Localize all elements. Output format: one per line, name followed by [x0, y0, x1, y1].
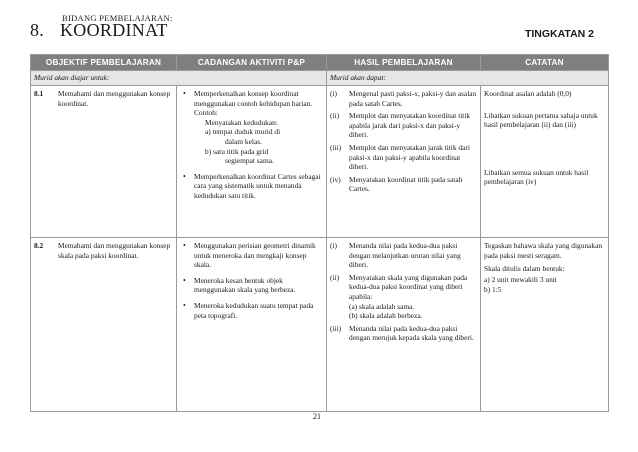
- outcome-text: Mengenal pasti paksi-x, paksi-y dan asalan pada satah Cartes.: [349, 89, 477, 108]
- objective-text: Memahami dan menggunakan konsep skala pada paksi koordinat.: [58, 241, 171, 260]
- form-level: TINGKATAN 2: [524, 28, 594, 40]
- outcome-text: Menanda nilai pada kedua-dua paksi dengan melanjutkan urutan nilai yang diberi.: [349, 241, 461, 270]
- list-item: [330, 241, 477, 270]
- activity-text: Memperkenalkan koordinat Cartes sebagai cara yang sistematik untuk menanda kedudukan satu titik.: [194, 171, 321, 200]
- list-item: [330, 143, 477, 172]
- outcome-text: Menyatakan skala yang digunakan pada kedua-dua paksi koordinat yang diberi apabila:: [349, 272, 468, 301]
- activity-text: • Memperkenalkan konsep koordinat menggunakan contoh kehidupan harian.: [194, 89, 313, 108]
- activity-sub-item: a) tempat duduk murid di: [205, 127, 281, 137]
- outcome-number: (iii): [330, 142, 342, 152]
- col-header-activities: CADANGAN AKTIVITI P&P: [177, 55, 327, 71]
- note-text: a) 2 unit mewakili 3 unit: [484, 274, 557, 284]
- objective-text: Memahami dan menggunakan konsep koordinat.: [58, 89, 171, 108]
- outcome-text: Memplot dan menyatakan koordinat titik apabila jarak dari paksi-x dan paksi-y diberi.: [349, 111, 471, 140]
- outcome-number: (iv): [330, 174, 341, 184]
- subheader-able: Murid akan dapat:: [327, 71, 609, 86]
- activity-sub-item: b) satu titik pada grid: [205, 146, 269, 156]
- col-header-notes: CATATAN: [481, 55, 609, 71]
- list-item: [180, 172, 323, 201]
- note-text: Tegaskan bahawa skala yang digunakan pada paksi mesti seragam.: [484, 241, 603, 260]
- note-text: b) 1:5: [484, 285, 502, 295]
- notes-cell: [481, 238, 609, 412]
- activities-cell: [177, 238, 327, 412]
- activity-text: Meneroka kedudukan suatu tempat pada peta topografi.: [194, 300, 314, 320]
- outcome-number: (iii): [330, 323, 342, 333]
- subheader-taught: Murid akan diajar untuk:: [31, 71, 327, 86]
- outcome-number: (i): [330, 241, 337, 250]
- outcome-number: (ii): [330, 111, 340, 121]
- objective-code: 8.1: [34, 89, 44, 98]
- table-subheader-row: [31, 71, 609, 86]
- outcomes-cell: [327, 86, 481, 238]
- activity-sub-item-cont: segiempat sama.: [225, 156, 274, 166]
- list-item: [180, 301, 323, 320]
- page-title: [30, 20, 168, 41]
- table-row: [31, 238, 609, 412]
- outcome-number: (i): [330, 89, 337, 98]
- list-item: [180, 89, 323, 166]
- outcome-number: (ii): [330, 272, 340, 282]
- outcomes-cell: [327, 238, 481, 412]
- list-item: [180, 241, 323, 270]
- outcome-text: Menanda nilai pada kedua-dua paksi dengan merujuk kepada skala yang diberi.: [349, 323, 474, 343]
- learning-area-label: BIDANG PEMBELAJARAN:: [62, 13, 173, 23]
- note-text: Skala ditulis dalam bentuk:: [484, 264, 565, 274]
- notes-cell: [481, 86, 609, 238]
- list-item: [180, 276, 323, 295]
- note-text: Koordinat asalan adalah (0,0): [484, 89, 572, 98]
- objective-cell: [31, 86, 177, 238]
- activity-text: Menggunakan perisian geometri dinamik untuk meneroka dan mengkaji konsep skala.: [194, 241, 316, 270]
- list-item: [330, 273, 477, 321]
- outcome-sub-item: (a) skala adalah sama.: [349, 301, 415, 311]
- activity-sub-item-cont: dalam kelas.: [225, 136, 262, 146]
- outcome-text: Memplot dan menyatakan jarak titik dari paksi-x dan paksi-y apabila koordinat diberi.: [349, 142, 470, 172]
- activity-text: Meneroka kesan bentuk objek menggunakan skala yang berbeza.: [194, 275, 296, 295]
- note-text: Libatkan sukuan pertama sahaja untuk hasil pembelajaran (ii) dan (iii): [484, 110, 598, 130]
- objective-cell: [31, 238, 177, 412]
- activities-cell: [177, 86, 327, 238]
- outcome-sub-item: (b) skala adalah berbeza.: [349, 311, 423, 321]
- list-item: [330, 324, 477, 343]
- note-text: Libatkan semua sukuan untuk hasil pembelajaran (iv): [484, 167, 589, 187]
- list-item: [330, 89, 477, 108]
- objective-code: 8.2: [34, 241, 44, 250]
- col-header-objective: OBJEKTIF PEMBELAJARAN: [31, 55, 177, 71]
- list-item: [330, 175, 477, 194]
- col-header-outcomes: HASIL PEMBELAJARAN: [327, 55, 481, 71]
- syllabus-table: [30, 54, 609, 412]
- table-header-row: [31, 55, 609, 71]
- table-row: [31, 86, 609, 238]
- title-text: KOORDINAT: [60, 20, 168, 40]
- activity-sub-text: Menyatakan kedudukan:: [205, 117, 278, 127]
- outcome-text: Menyatakan koordinat titik pada satah Cartes.: [349, 174, 463, 194]
- activity-example-label: Contoh:: [194, 108, 218, 118]
- page-number: 21: [313, 412, 321, 421]
- list-item: [330, 111, 477, 140]
- title-number: 8.: [30, 20, 45, 40]
